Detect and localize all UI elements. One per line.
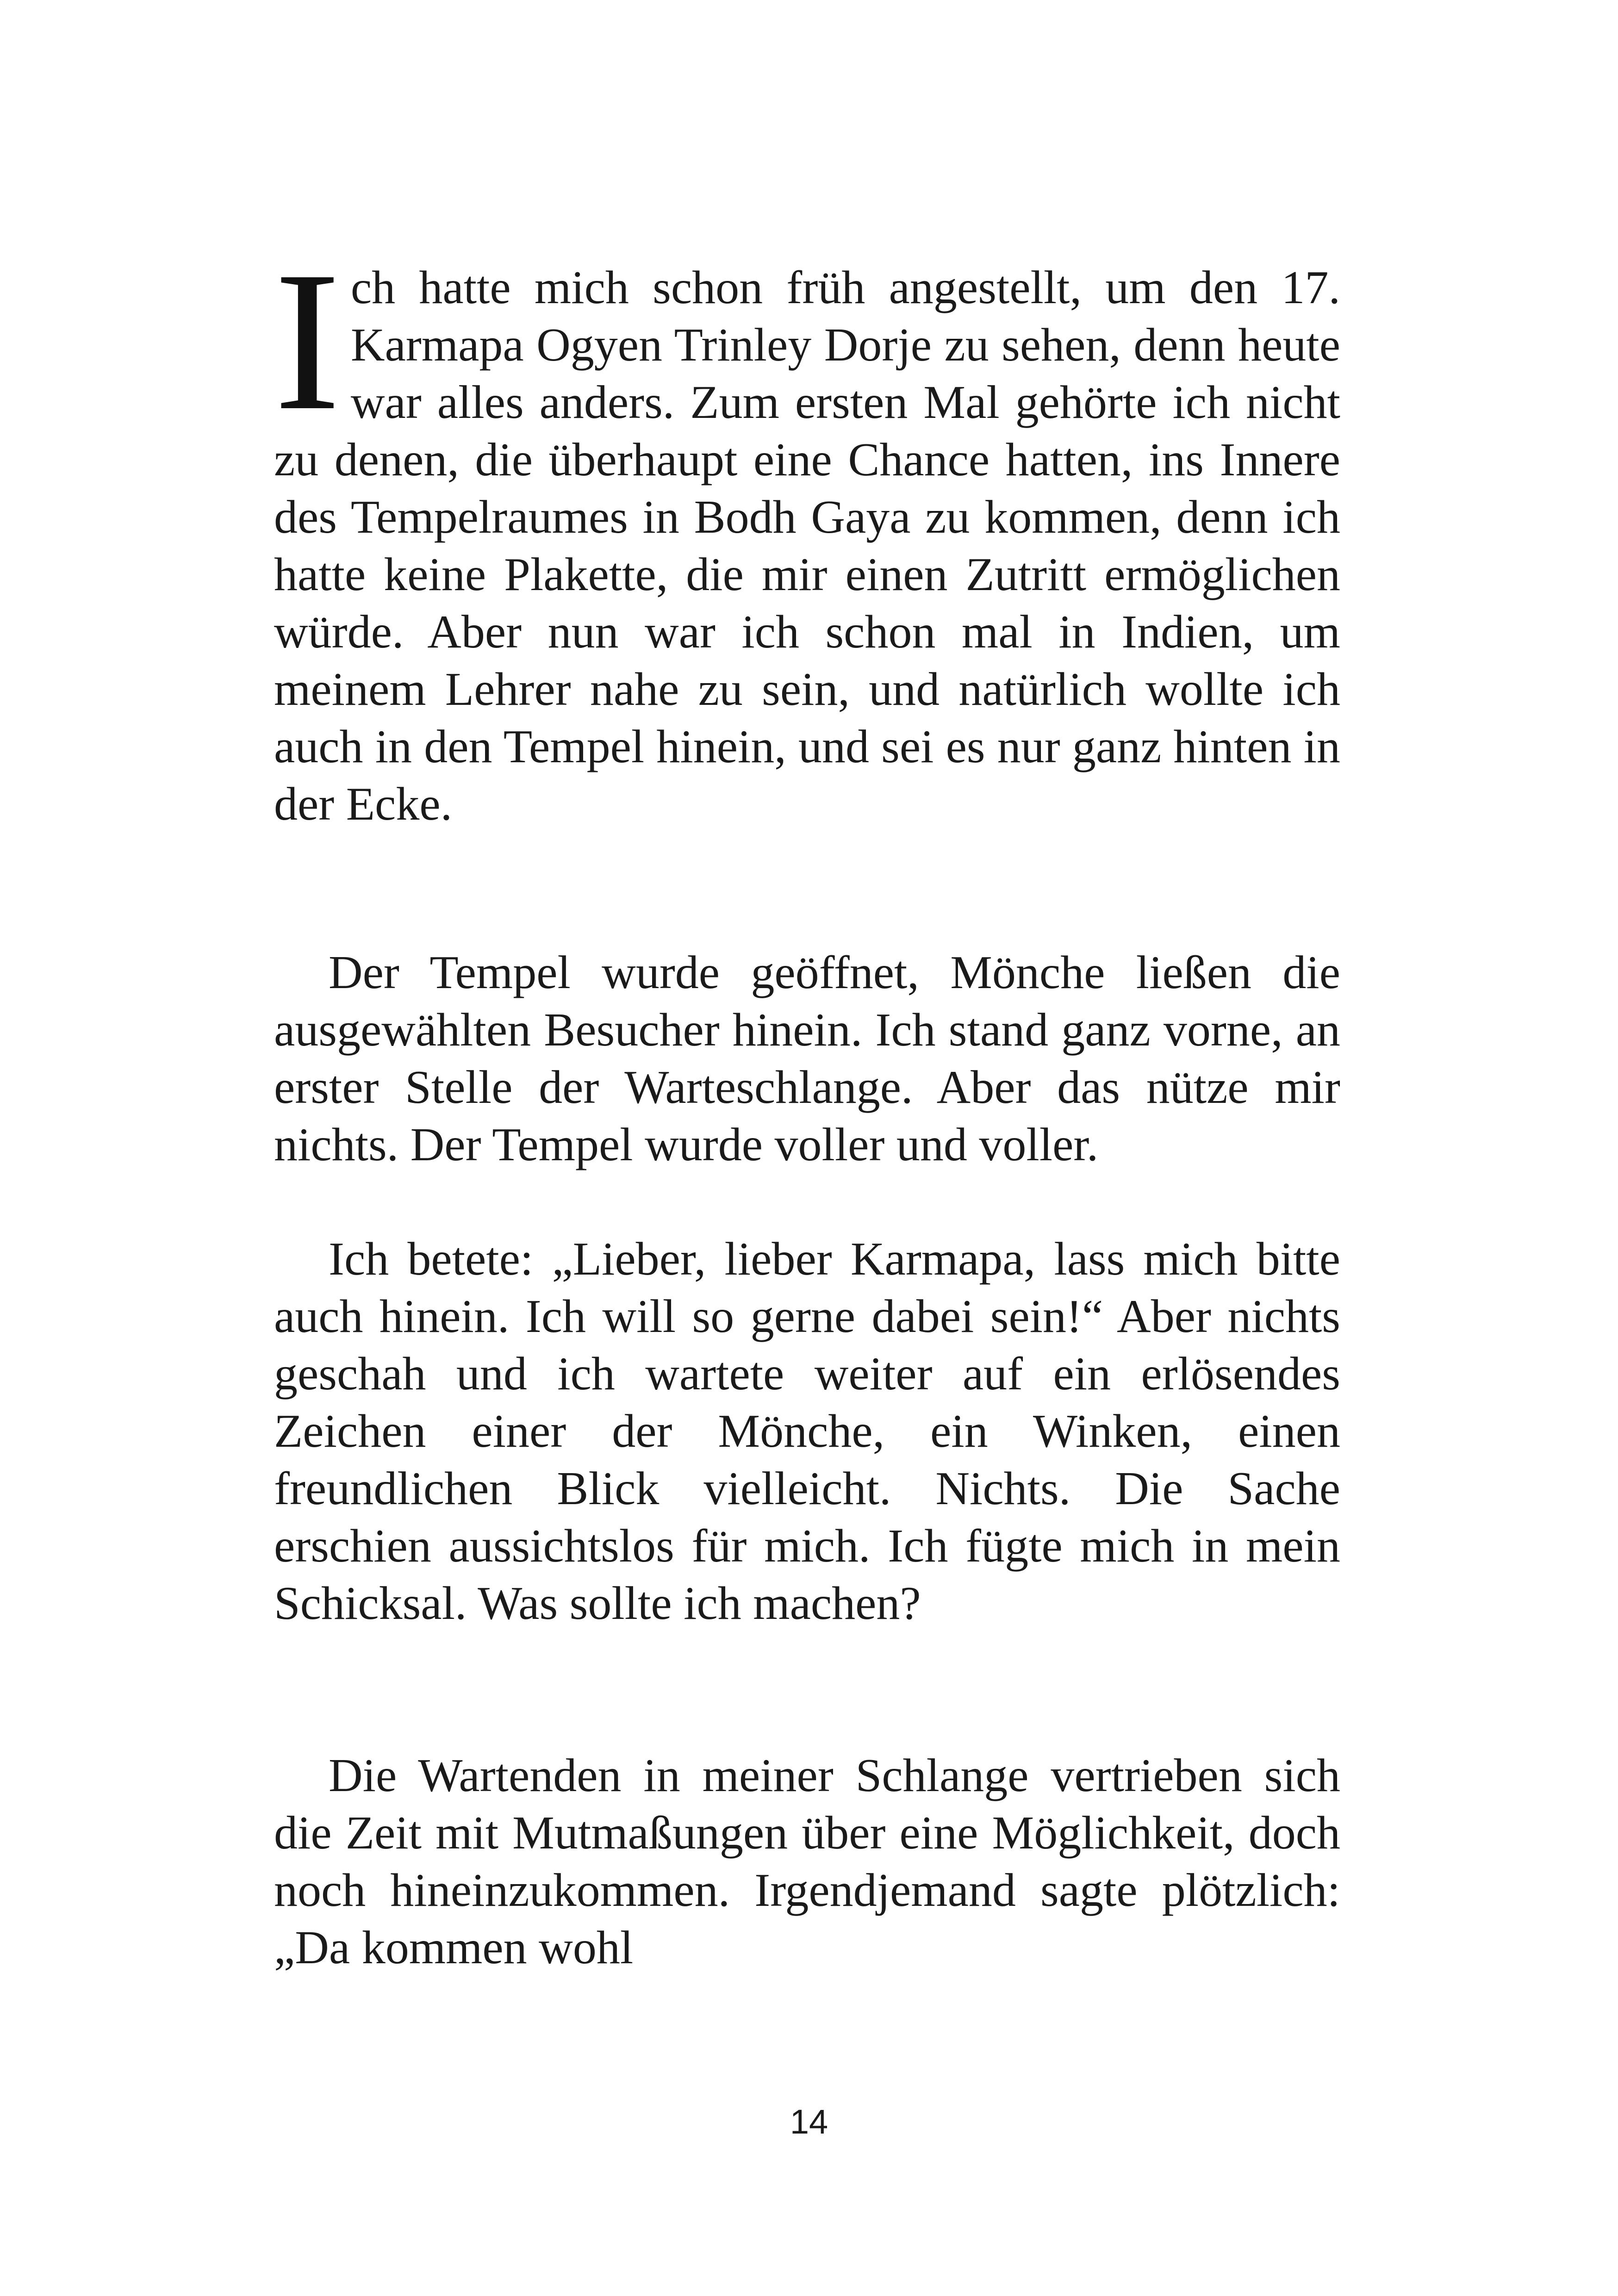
paragraph-opening [274, 230, 1340, 833]
paragraph-opening-text: ch hatte mich schon früh angestellt, um den 17. Karmapa Ogyen Trinley Dorje zu sehen, denn heute war alles anders. Zum ersten Mal gehörte ich nicht zu denen, die überhaupt eine Chance hatten, ins Innere des Tempelraumes in Bodh Gaya zu kommen, denn ich hatte keine Plakette, die mir einen Zutritt ermöglichen würde. Aber nun war ich schon mal in Indien, um meinem Lehrer nahe zu sein, und natürlich wollte ich auch in den Tempel hinein, und sei es nur ganz hinten in der Ecke. [274, 261, 1340, 830]
closing-section [274, 1747, 1340, 1977]
page-number: 14 [790, 2103, 828, 2141]
drop-cap: I [274, 230, 341, 452]
middle-section [274, 944, 1340, 1632]
paragraph-prayer: Ich betete: „Lieber, lieber Karmapa, lass mich bitte auch hinein. Ich will so gerne dabei sein!“ Aber nichts geschah und ich wartete weiter auf ein erlösendes Zeichen einer der Mönche, ein Winken, einen freundlichen Blick vielleicht. Nichts. Die Sache erschien aussichtslos für mich. Ich fügte mich in mein Schicksal. Was sollte ich machen? [274, 1233, 1340, 1630]
paragraph-waiting-queue: Die Wartenden in meiner Schlange vertrieben sich die Zeit mit Mutmaßungen über eine Möglichkeit, doch noch hineinzukommen. Irgendjemand sagte plötzlich: „Da kommen wohl [274, 1749, 1340, 1974]
paragraph-temple-opened: Der Tempel wurde geöffnet, Mönche ließen die ausgewählten Besucher hinein. Ich stand ganz vorne, an erster Stelle der Warteschlange. Aber das nütze mir nichts. Der Tempel wurde voller und voller. [274, 946, 1340, 1171]
opening-section [274, 230, 1340, 833]
